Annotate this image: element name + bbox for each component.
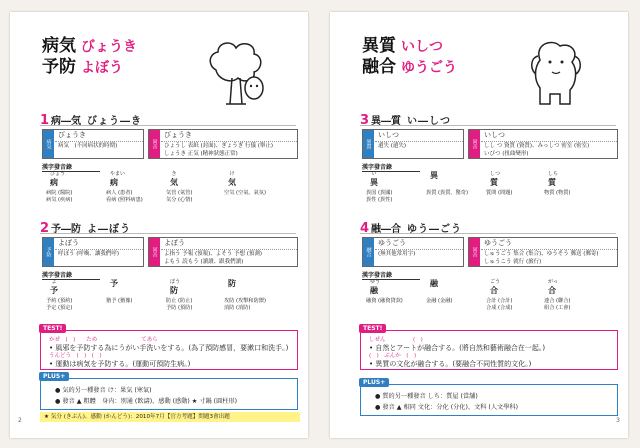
section-1-rule	[40, 125, 296, 126]
meaning-box: 融合 ゆうごう (無其他常用字)	[362, 237, 464, 267]
kanji-examples: 異国 (異國) 異性 (異性)	[366, 190, 393, 204]
test-question-1: しぜん ( ) • 自然とアートが融合する。(將自然和藝術融合在一起。)	[369, 337, 546, 352]
mascot-dog-illustration	[530, 40, 582, 108]
meaning-box: 病気 びょうき 病気 (不同病状的時期)	[42, 129, 144, 159]
right-page	[330, 12, 628, 438]
kanji-item: い 異	[370, 171, 378, 187]
kanji-item: ぼう 防	[170, 279, 181, 295]
kanji-examples: 融資 (融資貸款)	[366, 298, 403, 304]
section-3-rule	[360, 125, 616, 126]
kanji-item: 異	[430, 171, 438, 180]
kanji-item: よ 予	[50, 279, 58, 295]
kanji-examples: 防止 (防止) 予防 (預防)	[166, 298, 193, 312]
kanji-item: しつ 質	[490, 171, 501, 187]
kanji-examples: 異質 (異質、驚奇)	[426, 190, 469, 196]
title-word-2: 予防 よぼう	[42, 57, 123, 77]
plus-line-1: ● 気的另一種發音 け：果気 (寒氣)	[55, 387, 152, 394]
kanji-reading-label: 漢字發音錄	[362, 270, 420, 280]
mascot-tree-illustration	[206, 40, 268, 108]
section-4-heading: 4 融―合 ゆう―ごう	[360, 221, 463, 236]
plus-line-2: ● 發音 ▲ 粗體 身内：別通 (飲濤)、感動 (感動) ★ 寸鍋 (圓柱形)	[55, 398, 238, 405]
homophone-box: 同音 いしつ しし つ 資質 (資質)、みっしつ 密室 (密室) いびつ (扭曲變形)	[468, 129, 618, 159]
title-word-1: 病気 びょうき	[42, 36, 137, 56]
page-number: 2	[18, 417, 22, 424]
section-3-heading: 3 異―質 い―しつ	[360, 113, 452, 128]
kanji-examples: 物質 (物質)	[544, 190, 571, 196]
kanji-item: き 気	[170, 171, 178, 187]
title-word-1: 異質 いしつ	[362, 36, 443, 56]
kanji-item: ごう 合	[490, 279, 501, 295]
left-page	[10, 12, 308, 438]
kanji-examples: 病人 (患者) 看病 (照料病患)	[106, 190, 143, 204]
plus-line-1: ● 質的另一種發音 しち：質屋 (當舗)	[375, 393, 478, 400]
kanji-examples: 連合 (聯合) 組合 (工會)	[544, 298, 571, 312]
kanji-examples: 病院 (醫院) 病気 (疾病)	[46, 190, 73, 204]
kanji-reading-label: 漢字發音錄	[42, 162, 100, 172]
homophone-box: 同音 ゆうごう しゅうごう 集合 (集合)、ゆうそう 郵送 (郵寄) しゅうこう 就行 (旅行)	[468, 237, 618, 267]
plus-box	[360, 379, 618, 416]
plus-box	[40, 373, 298, 410]
kanji-item: がっ 合	[548, 279, 559, 295]
kanji-item: しち 質	[548, 171, 559, 187]
test-box	[360, 325, 618, 370]
test-question-1: かぜ ( ) ため てあら • 風邪を予防する為にうがい手洗いをする。(為了預防感冒，要漱口和洗手。)	[49, 337, 289, 352]
kanji-item: やまい 病	[110, 171, 126, 187]
exam-note: ★ 気分 (きぶん)、感動 (かんどう)：2010年7月【官方考題】問題3會出題	[40, 412, 300, 422]
kanji-item: け 気	[228, 171, 236, 187]
kanji-item: 防	[228, 279, 236, 288]
section-2-rule	[40, 233, 296, 234]
homophone-box: 同音 よぼう よ指う 予報 (預報)、よそう 予想 (預測) よもう 読もう (讀讀、跟我們讀)	[148, 237, 298, 267]
kanji-examples: 空気 (空氣、氣氛)	[224, 190, 267, 196]
plus-label: PLUS+	[39, 372, 69, 381]
kanji-item: 予	[110, 279, 118, 288]
kanji-reading-label: 漢字發音錄	[362, 162, 420, 172]
kanji-examples: 気管 (氣管) 気分 (心情)	[166, 190, 193, 204]
page-number: 3	[616, 417, 620, 424]
kanji-examples: 質問 (問題)	[486, 190, 513, 196]
test-question-2: うんどう ( ) ( ) • 運動は病気を予防する。(運動可預防生病。)	[49, 353, 191, 368]
meaning-box: 予防 よぼう 呼ぼう (呼喚、讓我們呼)	[42, 237, 144, 267]
kanji-item: ゆう 融	[370, 279, 381, 295]
kanji-item: 融	[430, 279, 438, 288]
kanji-examples: 予約 (預約) 予定 (預定)	[46, 298, 73, 312]
kanji-examples: 合計 (合計) 合成 (合成)	[486, 298, 513, 312]
plus-label: PLUS+	[359, 378, 389, 387]
test-label: TEST!	[359, 324, 386, 333]
meaning-box: 異質 いしつ 遺失 (遺失)	[362, 129, 464, 159]
homophone-box: 同音 びょうき ひょうし 表紙 (封面)、ぎょうぎ 行儀 (舉止) しょうき 正気 (精神狀態正常)	[148, 129, 298, 159]
test-box	[40, 325, 298, 370]
kanji-examples: 金融 (金融)	[426, 298, 453, 304]
kanji-examples: 攻防 (攻擊和防禦) 消防 (消防)	[224, 298, 267, 312]
section-4-rule	[360, 233, 616, 234]
test-label: TEST!	[39, 324, 66, 333]
kanji-examples: 猶予 (猶豫)	[106, 298, 133, 304]
plus-line-2: ● 發音 ▲ 相同 文化：分化 (分化)、文科 (人文學科)	[375, 404, 518, 411]
section-1-heading: 1 病―気 びょう―き	[40, 113, 143, 128]
test-question-2: ( ) ぶんか ( ) • 異質の文化が融合する。(要融合不同性質的文化。)	[369, 353, 532, 368]
section-2-heading: 2 予―防 よ―ぼう	[40, 221, 132, 236]
kanji-item: びょう 病	[50, 171, 66, 187]
kanji-reading-label: 漢字發音錄	[42, 270, 100, 280]
title-word-2: 融合 ゆうごう	[362, 57, 457, 77]
